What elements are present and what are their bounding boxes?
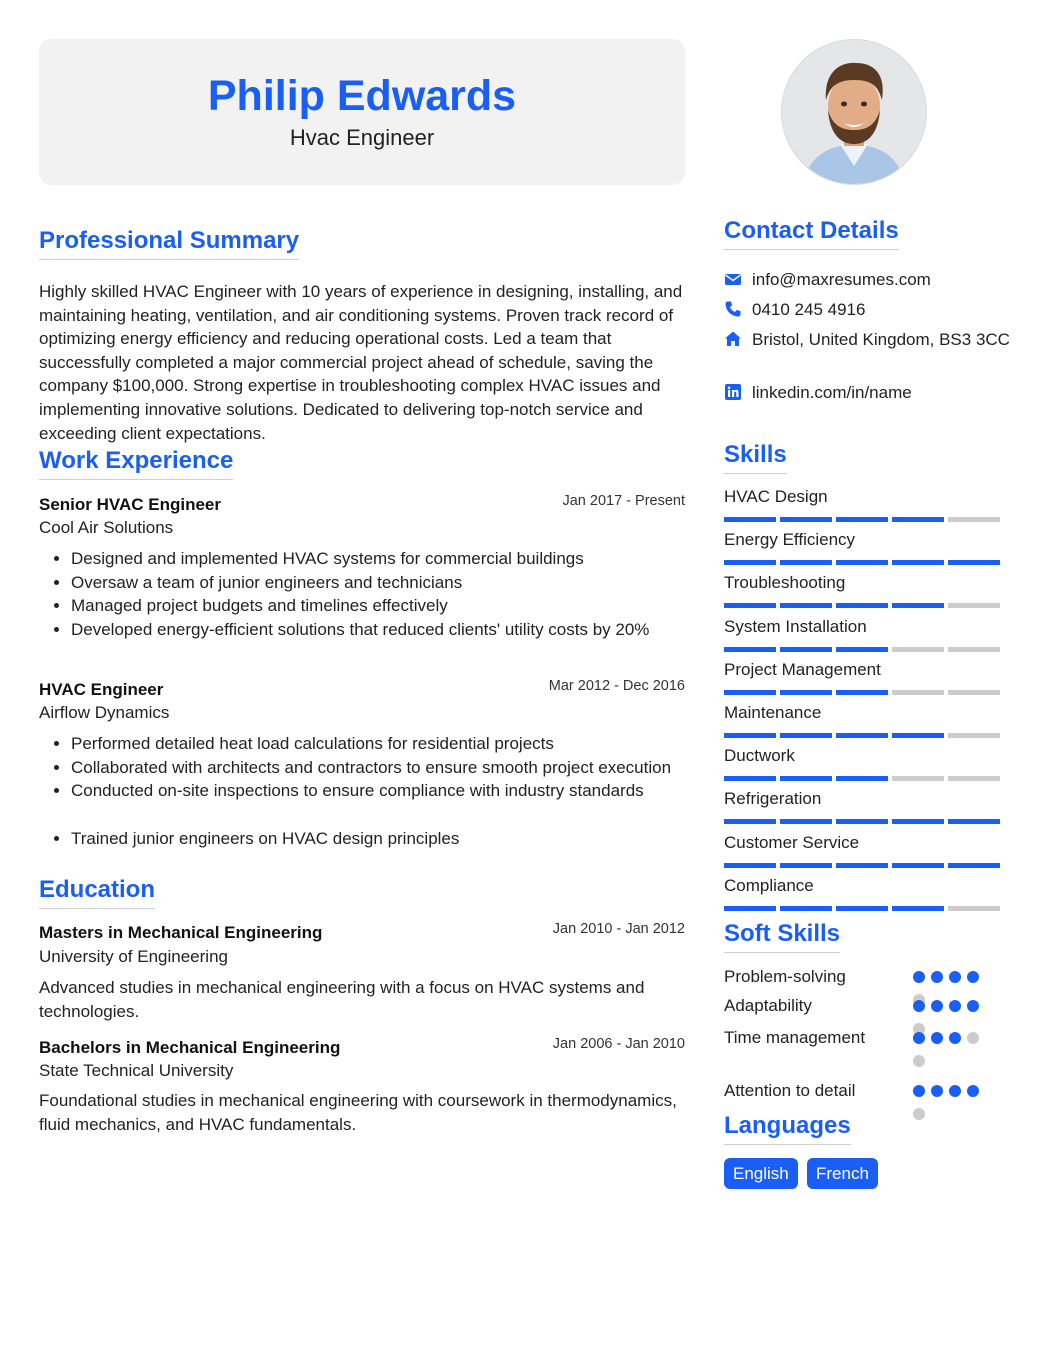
skill-level-segment [836,776,888,781]
skill-level-segment [836,733,888,738]
skill-name: Compliance [724,876,814,895]
skill-level-segment [836,517,888,522]
soft-skill-level-dot [913,1000,925,1012]
list-item: • Designed and implemented HVAC systems for commercial buildings [71,547,721,571]
skill-name: Project Management [724,660,881,679]
soft-skill-level-dot [967,1032,979,1044]
skill-level-segment [948,560,1000,565]
soft-skill-level-dot [967,971,979,983]
skill-level-bar [724,603,1000,608]
language-tag: English [724,1158,798,1189]
skill-level-segment [724,560,776,565]
contact-linkedin [724,381,1014,404]
skill-level-segment [892,517,944,522]
skill-level-segment [892,733,944,738]
list-item: • Developed energy-efficient solutions that reduced clients' utility costs by 20% [71,618,721,642]
job-date: Mar 2012 - Dec 2016 [548,678,685,694]
profile-photo [781,39,927,185]
job-role: Senior HVAC Engineer [39,495,221,514]
soft-skill-name: Adaptability [724,996,812,1015]
skill-level-segment [836,560,888,565]
skill-level-segment [948,517,1000,522]
education-date: Jan 2010 - Jan 2012 [552,921,685,937]
skill-level-segment [780,647,832,652]
soft-skill-level-dot [949,1032,961,1044]
soft-skill-item [724,967,1000,987]
skill-level-segment [724,733,776,738]
skill-level-segment [780,603,832,608]
profile-photo-illustration [782,40,926,184]
skill-level-segment [948,733,1000,738]
job-role: HVAC Engineer [39,680,164,699]
skill-level-bar [724,647,1000,652]
skill-level-segment [836,690,888,695]
list-item: • Managed project budgets and timelines effectively [71,594,721,618]
skill-level-segment [780,560,832,565]
skill-item [724,487,1000,507]
job-company: Airflow Dynamics [39,703,170,722]
skill-level-segment [780,690,832,695]
education-degree: Bachelors in Mechanical Engineering [39,1038,341,1057]
skill-item [724,617,1000,637]
soft-skill-level-dot [913,1032,925,1044]
skill-name: Refrigeration [724,789,822,808]
soft-skill-item [724,996,1000,1016]
skill-level-segment [780,733,832,738]
soft-skill-level-dot [913,1108,925,1120]
section-title-skills: Skills [724,441,787,474]
job-bullets [39,547,721,641]
skill-item [724,573,1000,593]
soft-skill-level-dot [931,1085,943,1097]
job-date: Jan 2017 - Present [562,493,685,509]
soft-skill-level-dot [949,971,961,983]
job-company: Cool Air Solutions [39,518,174,537]
skill-level-segment [724,603,776,608]
skill-level-bar [724,560,1000,565]
skill-level-segment [724,819,776,824]
skill-item [724,789,1000,809]
soft-skill-name: Problem-solving [724,967,846,986]
soft-skill-level-dot [913,1085,925,1097]
skill-level-segment [780,517,832,522]
skill-level-segment [780,863,832,868]
contact-phone-text: 0410 245 4916 [752,300,866,319]
skill-level-segment [892,690,944,695]
soft-skill-item [724,1081,1000,1101]
contact-address-text: Bristol, United Kingdom, BS3 3CC [752,330,1010,349]
skill-item [724,660,1000,680]
soft-skill-level-dot [967,1085,979,1097]
phone-icon [724,300,742,318]
skill-level-segment [836,906,888,911]
list-item: • Trained junior engineers on HVAC design principles [71,827,721,851]
skill-level-segment [948,863,1000,868]
skill-item [724,703,1000,723]
skill-level-segment [948,603,1000,608]
skill-level-segment [780,819,832,824]
list-item: • Oversaw a team of junior engineers and technicians [71,571,721,595]
candidate-name: Philip Edwards [207,72,517,120]
skill-level-segment [836,647,888,652]
skill-level-segment [780,906,832,911]
language-tag: French [807,1158,878,1189]
list-item: • Collaborated with architects and contractors to ensure smooth project execution [71,756,721,780]
soft-skill-level-dot [931,971,943,983]
skill-level-segment [724,863,776,868]
skill-level-segment [724,517,776,522]
resume-header [39,39,685,185]
education-description: Foundational studies in mechanical engineering with coursework in thermodynamics, fluid mechanics, and HVAC fundamentals. [39,1091,677,1134]
soft-skill-level-dot [949,1085,961,1097]
skill-level-bar [724,517,1000,522]
skill-name: Ductwork [724,746,795,765]
section-title-summary: Professional Summary [39,227,299,260]
skill-name: System Installation [724,617,867,636]
home-icon [724,330,742,348]
skill-level-segment [948,647,1000,652]
section-title-contact: Contact Details [724,217,899,250]
skill-level-bar [724,776,1000,781]
skill-level-segment [892,776,944,781]
skill-level-segment [948,906,1000,911]
list-item: • Performed detailed heat load calculations for residential projects [71,732,721,756]
soft-skill-item [724,1028,1000,1048]
contact-address [724,328,1014,351]
skill-level-segment [724,690,776,695]
skill-level-bar [724,733,1000,738]
education-school: University of Engineering [39,947,228,966]
skill-level-segment [892,819,944,824]
job-bullets [39,732,721,850]
skill-level-segment [780,776,832,781]
skill-level-segment [836,863,888,868]
section-title-languages: Languages [724,1112,851,1145]
summary-text: Highly skilled HVAC Engineer with 10 years of experience in designing, installing, and maintaining heating, ventilation, and air conditioning systems. Proven track record of optimizing energy efficiency and reducing operational costs. Led a team that successfully completed a major commercial project ahead of schedule, saving the company $100,000. Strong expertise in troubleshooting complex HVAC issues and implementing innovative solutions. Dedicated to delivering top-notch service and exceeding client expectations. [39,282,683,443]
skill-item [724,530,1000,550]
education-header [39,923,685,943]
skill-item [724,833,1000,853]
skill-level-segment [892,647,944,652]
job-header [39,680,685,700]
section-title-soft-skills: Soft Skills [724,920,840,953]
skill-level-segment [724,647,776,652]
skill-name: Energy Efficiency [724,530,856,549]
soft-skill-level-dot [931,1032,943,1044]
skill-name: HVAC Design [724,487,828,506]
skill-name: Maintenance [724,703,822,722]
skill-item [724,746,1000,766]
skill-level-bar [724,690,1000,695]
skill-level-segment [892,560,944,565]
skill-level-segment [836,603,888,608]
soft-skill-level-dot [913,971,925,983]
skill-level-segment [892,863,944,868]
list-item: • Conducted on-site inspections to ensure compliance with industry standards [71,779,721,827]
contact-linkedin-text: linkedin.com/in/name [752,383,912,402]
skill-item [724,876,1000,896]
skill-level-segment [892,906,944,911]
skill-level-segment [892,603,944,608]
education-date: Jan 2006 - Jan 2010 [552,1036,685,1052]
skill-name: Troubleshooting [724,573,846,592]
skill-level-segment [948,776,1000,781]
skill-level-bar [724,819,1000,824]
soft-skill-level-dot [913,1055,925,1067]
skill-level-segment [724,906,776,911]
skill-level-bar [724,906,1000,911]
education-school: State Technical University [39,1061,234,1080]
skill-level-bar [724,863,1000,868]
skill-level-segment [724,776,776,781]
soft-skill-level-dot [931,1000,943,1012]
section-title-education: Education [39,876,155,909]
education-degree: Masters in Mechanical Engineering [39,923,323,942]
candidate-title: Hvac Engineer [289,125,435,150]
soft-skill-level-dot [967,1000,979,1012]
skill-level-segment [948,819,1000,824]
skill-name: Customer Service [724,833,860,852]
contact-phone [724,298,1014,321]
soft-skill-name: Time management [724,1028,866,1047]
contact-email-text: info@maxresumes.com [752,270,931,289]
education-header [39,1038,685,1058]
envelope-icon [724,270,742,288]
contact-email [724,268,1014,291]
soft-skill-level-dot [949,1000,961,1012]
education-description: Advanced studies in mechanical engineering with a focus on HVAC systems and technologies. [39,978,645,1021]
soft-skill-name: Attention to detail [724,1081,856,1100]
skill-level-segment [948,690,1000,695]
linkedin-icon [724,383,742,401]
job-header [39,495,685,515]
skill-level-segment [836,819,888,824]
section-title-experience: Work Experience [39,447,233,480]
